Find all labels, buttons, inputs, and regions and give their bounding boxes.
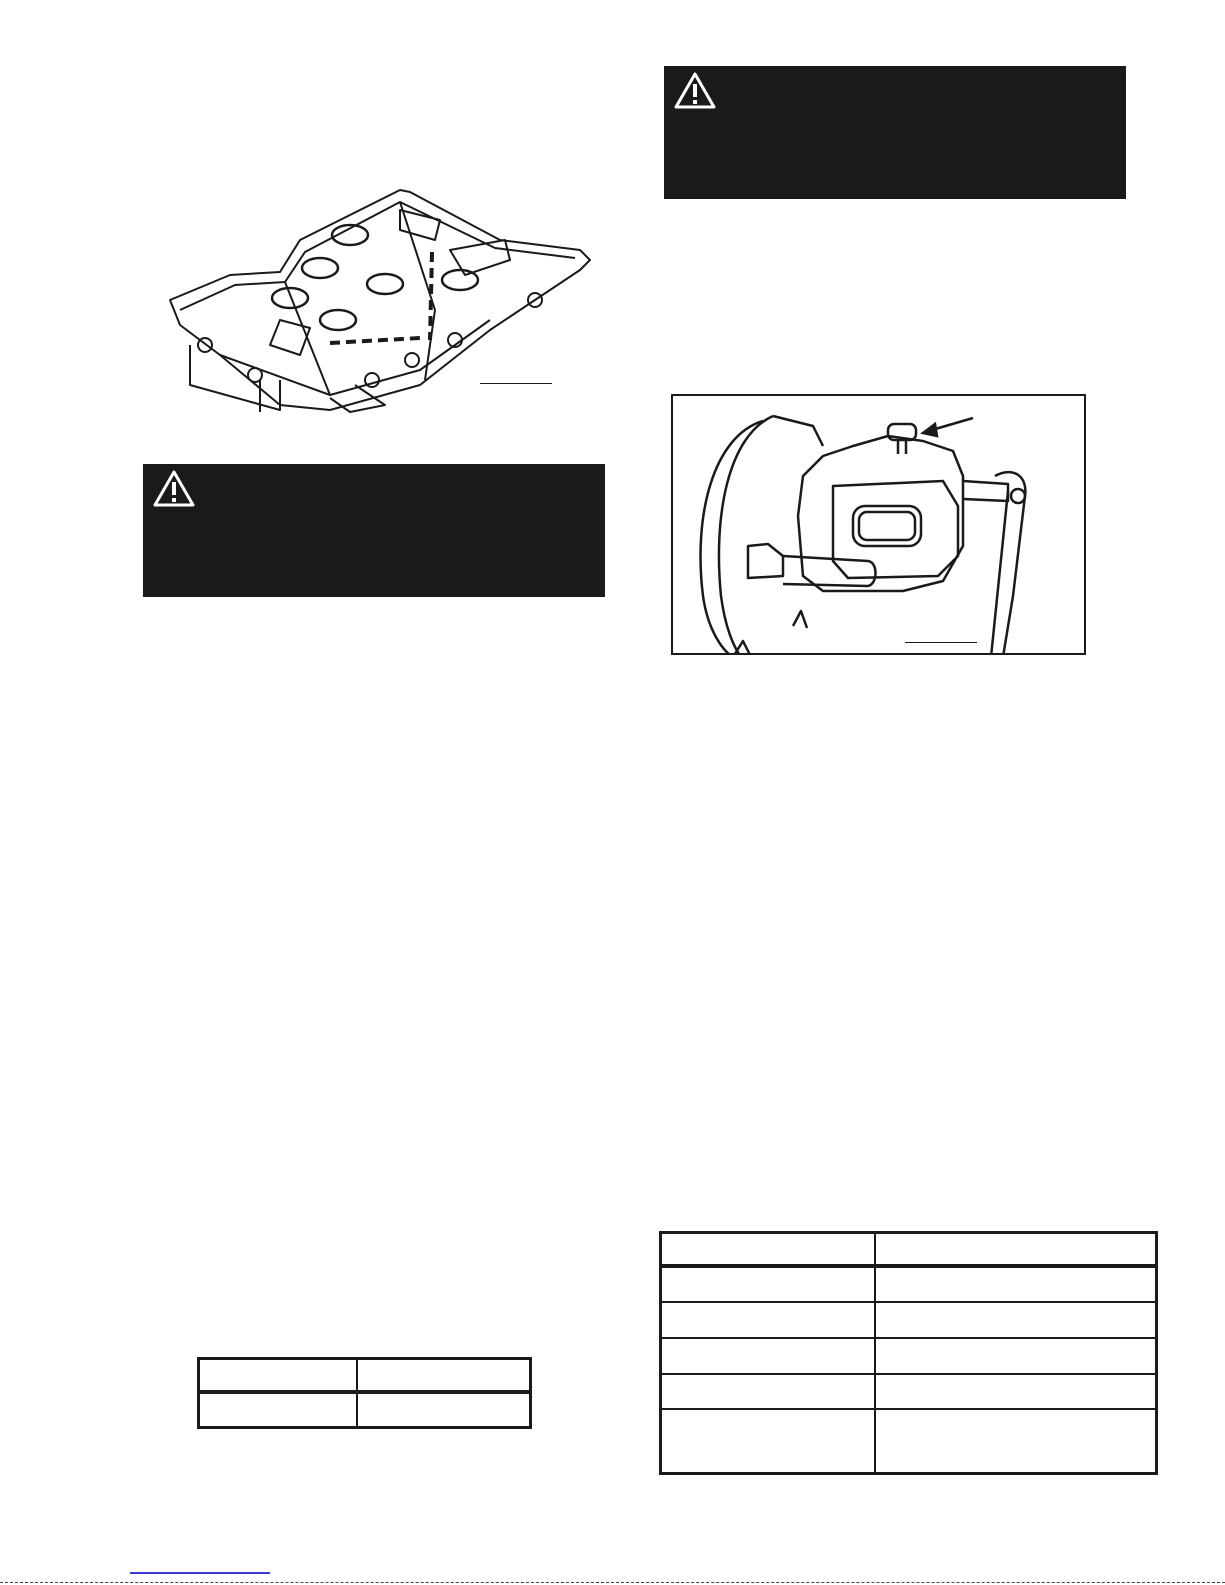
table-header-cell: [661, 1233, 876, 1267]
specifications-table-large: [659, 1231, 1158, 1475]
table-row: [661, 1266, 1157, 1302]
specifications-table-small: [197, 1357, 532, 1429]
table-header-cell: [199, 1359, 358, 1393]
warning-triangle-icon: [153, 470, 195, 508]
table-row: [661, 1374, 1157, 1409]
table-cell: [875, 1338, 1157, 1374]
table-cell: [661, 1302, 876, 1338]
warning-box: [143, 464, 605, 597]
table-cell: [875, 1302, 1157, 1338]
table-row: [661, 1302, 1157, 1338]
table-row: [661, 1233, 1157, 1267]
table-cell: [875, 1374, 1157, 1409]
table-header-cell: [357, 1359, 531, 1393]
saw-base-illustration: [160, 180, 620, 420]
saw-head-figure: [671, 394, 1086, 655]
table-cell: [661, 1409, 876, 1474]
table-row: [661, 1409, 1157, 1474]
table-cell: [875, 1266, 1157, 1302]
figure-label-underline: [905, 642, 977, 643]
footer-divider: [0, 1582, 1225, 1583]
table-row: [199, 1392, 531, 1428]
table-cell: [661, 1266, 876, 1302]
figure-label-underline: [480, 383, 552, 384]
table-row: [661, 1338, 1157, 1374]
footer-link-underline[interactable]: [130, 1572, 270, 1574]
table-cell: [199, 1392, 358, 1428]
warning-box: [664, 66, 1126, 199]
table-row: [199, 1359, 531, 1393]
saw-head-illustration: [673, 396, 1086, 655]
table-header-cell: [875, 1233, 1157, 1267]
table-cell: [661, 1374, 876, 1409]
warning-triangle-icon: [674, 72, 716, 110]
table-cell: [357, 1392, 531, 1428]
table-cell: [661, 1338, 876, 1374]
table-cell: [875, 1409, 1157, 1474]
